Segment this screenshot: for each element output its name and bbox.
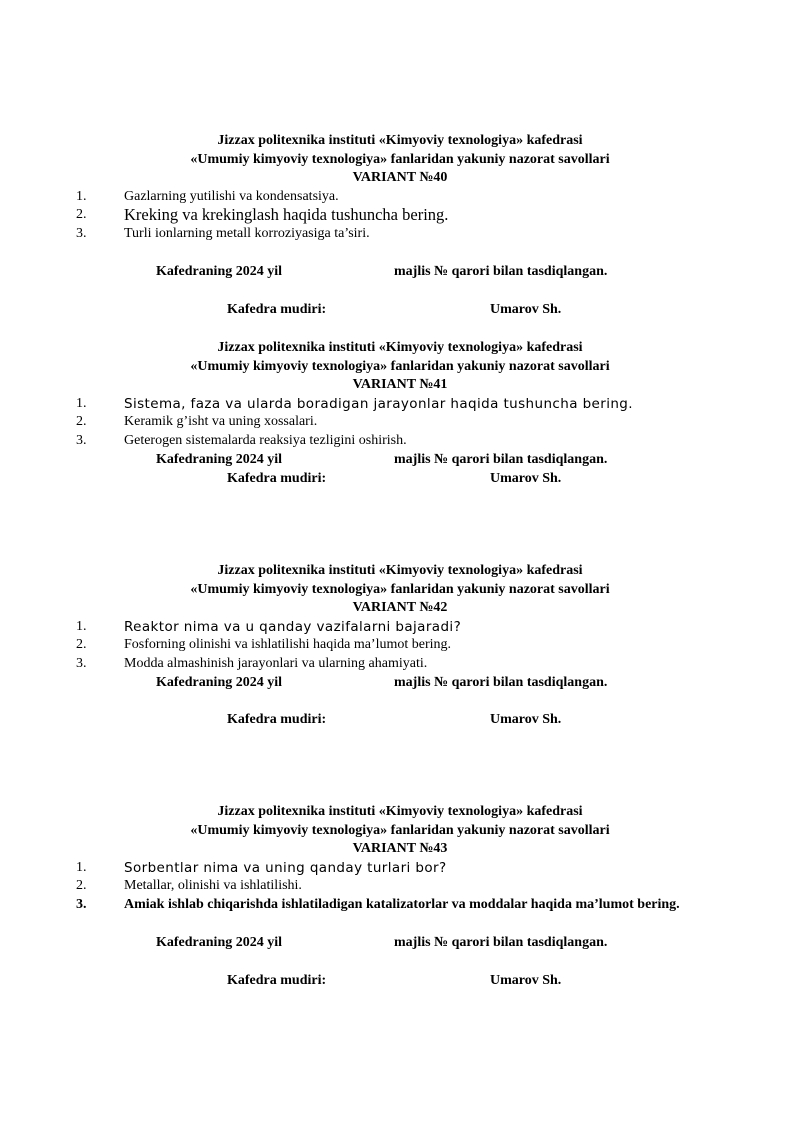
head-signature-line: [76, 300, 724, 319]
exam-title: «Umumiy kimyoviy texnologiya» fanlaridan yakuniy nazorat savollari: [190, 151, 610, 167]
question-number: 2.: [76, 207, 87, 222]
variant-block-41: [76, 339, 724, 488]
question-item: [76, 188, 724, 207]
variant-title: VARIANT №43: [352, 841, 448, 856]
question-number: 3.: [76, 432, 87, 448]
variant-block-42: [76, 562, 724, 729]
question-item: [76, 896, 724, 915]
question-item: [76, 859, 724, 878]
variant-block-43: [76, 803, 724, 990]
question-number: 3.: [76, 896, 87, 912]
question-number: 2.: [76, 414, 87, 429]
head-label: Kafedra mudiri:: [227, 302, 327, 317]
question-text: Keramik g’isht va uning xossalari.: [124, 414, 318, 429]
variant-title: VARIANT №42: [352, 600, 448, 615]
question-number: 2.: [76, 878, 87, 893]
approval-left: Kafedraning 2024 yil: [156, 452, 283, 467]
question-number: 1.: [76, 859, 87, 875]
approval-left: Kafedraning 2024 yil: [156, 264, 283, 279]
head-signature-line: [76, 971, 724, 990]
question-text: Kreking va krekinglash haqida tushuncha bering.: [124, 205, 449, 224]
approval-left: Kafedraning 2024 yil: [156, 935, 283, 950]
head-label: Kafedra mudiri:: [227, 973, 327, 988]
question-item: [76, 206, 724, 225]
head-name: Umarov Sh.: [490, 712, 562, 727]
question-text: Gazlarning yutilishi va kondensatsiya.: [124, 188, 339, 204]
question-item: [76, 618, 724, 637]
question-text: Sistema, faza va ularda boradigan jarayonlar haqida tushuncha bering.: [124, 395, 633, 412]
question-text: Reaktor nima va u qanday vazifalarni bajaradi?: [124, 618, 462, 635]
exam-title: «Umumiy kimyoviy texnologiya» fanlaridan yakuniy nazorat savollari: [190, 822, 610, 838]
question-number: 1.: [76, 618, 87, 634]
approval-left: Kafedraning 2024 yil: [156, 675, 283, 690]
head-name: Umarov Sh.: [490, 471, 562, 486]
institute-header: Jizzax politexnika instituti «Kimyoviy texnologiya» kafedrasi: [217, 563, 583, 578]
question-text: Turli ionlarning metall korroziyasiga ta’siri.: [124, 225, 370, 241]
head-signature-line: [76, 469, 724, 488]
approval-line: [76, 450, 724, 469]
question-item: [76, 395, 724, 414]
question-number: 2.: [76, 637, 87, 652]
institute-header: Jizzax politexnika instituti «Kimyoviy texnologiya» kafedrasi: [217, 133, 583, 148]
approval-right: majlis № qarori bilan tasdiqlangan.: [394, 675, 608, 690]
question-number: 3.: [76, 655, 87, 671]
head-name: Umarov Sh.: [490, 302, 562, 317]
question-item: [76, 636, 724, 655]
approval-right: majlis № qarori bilan tasdiqlangan.: [394, 935, 608, 950]
head-signature-line: [76, 710, 724, 729]
institute-header: Jizzax politexnika instituti «Kimyoviy texnologiya» kafedrasi: [217, 804, 583, 819]
question-text: Modda almashinish jarayonlari va ularning ahamiyati.: [124, 655, 428, 671]
variant-block-40: [76, 132, 724, 319]
question-number: 1.: [76, 395, 87, 411]
question-item: [76, 413, 724, 432]
question-number: 1.: [76, 188, 87, 204]
exam-title: «Umumiy kimyoviy texnologiya» fanlaridan yakuniy nazorat savollari: [190, 581, 610, 597]
approval-line: [76, 262, 724, 281]
question-item: [76, 432, 724, 451]
question-item: [76, 877, 724, 896]
approval-line: [76, 673, 724, 692]
exam-title: «Umumiy kimyoviy texnologiya» fanlaridan yakuniy nazorat savollari: [190, 358, 610, 374]
head-label: Kafedra mudiri:: [227, 471, 327, 486]
question-text: Metallar, olinishi va ishlatilishi.: [124, 878, 302, 893]
question-text: Geterogen sistemalarda reaksiya tezligini oshirish.: [124, 432, 407, 448]
question-text: Sorbentlar nima va uning qanday turlari bor?: [124, 859, 447, 876]
question-text: Fosforning olinishi va ishlatilishi haqida ma’lumot bering.: [124, 637, 452, 652]
approval-right: majlis № qarori bilan tasdiqlangan.: [394, 452, 608, 467]
head-label: Kafedra mudiri:: [227, 712, 327, 727]
question-number: 3.: [76, 225, 87, 241]
variant-title: VARIANT №41: [352, 377, 448, 392]
institute-header: Jizzax politexnika instituti «Kimyoviy texnologiya» kafedrasi: [217, 340, 583, 355]
approval-line: [76, 933, 724, 952]
variant-title: VARIANT №40: [352, 170, 448, 185]
approval-right: majlis № qarori bilan tasdiqlangan.: [394, 264, 608, 279]
head-name: Umarov Sh.: [490, 973, 562, 988]
question-text: Amiak ishlab chiqarishda ishlatiladigan katalizatorlar va moddalar haqida ma’lumot bering.: [124, 896, 680, 912]
question-item: [76, 225, 724, 244]
question-item: [76, 655, 724, 674]
